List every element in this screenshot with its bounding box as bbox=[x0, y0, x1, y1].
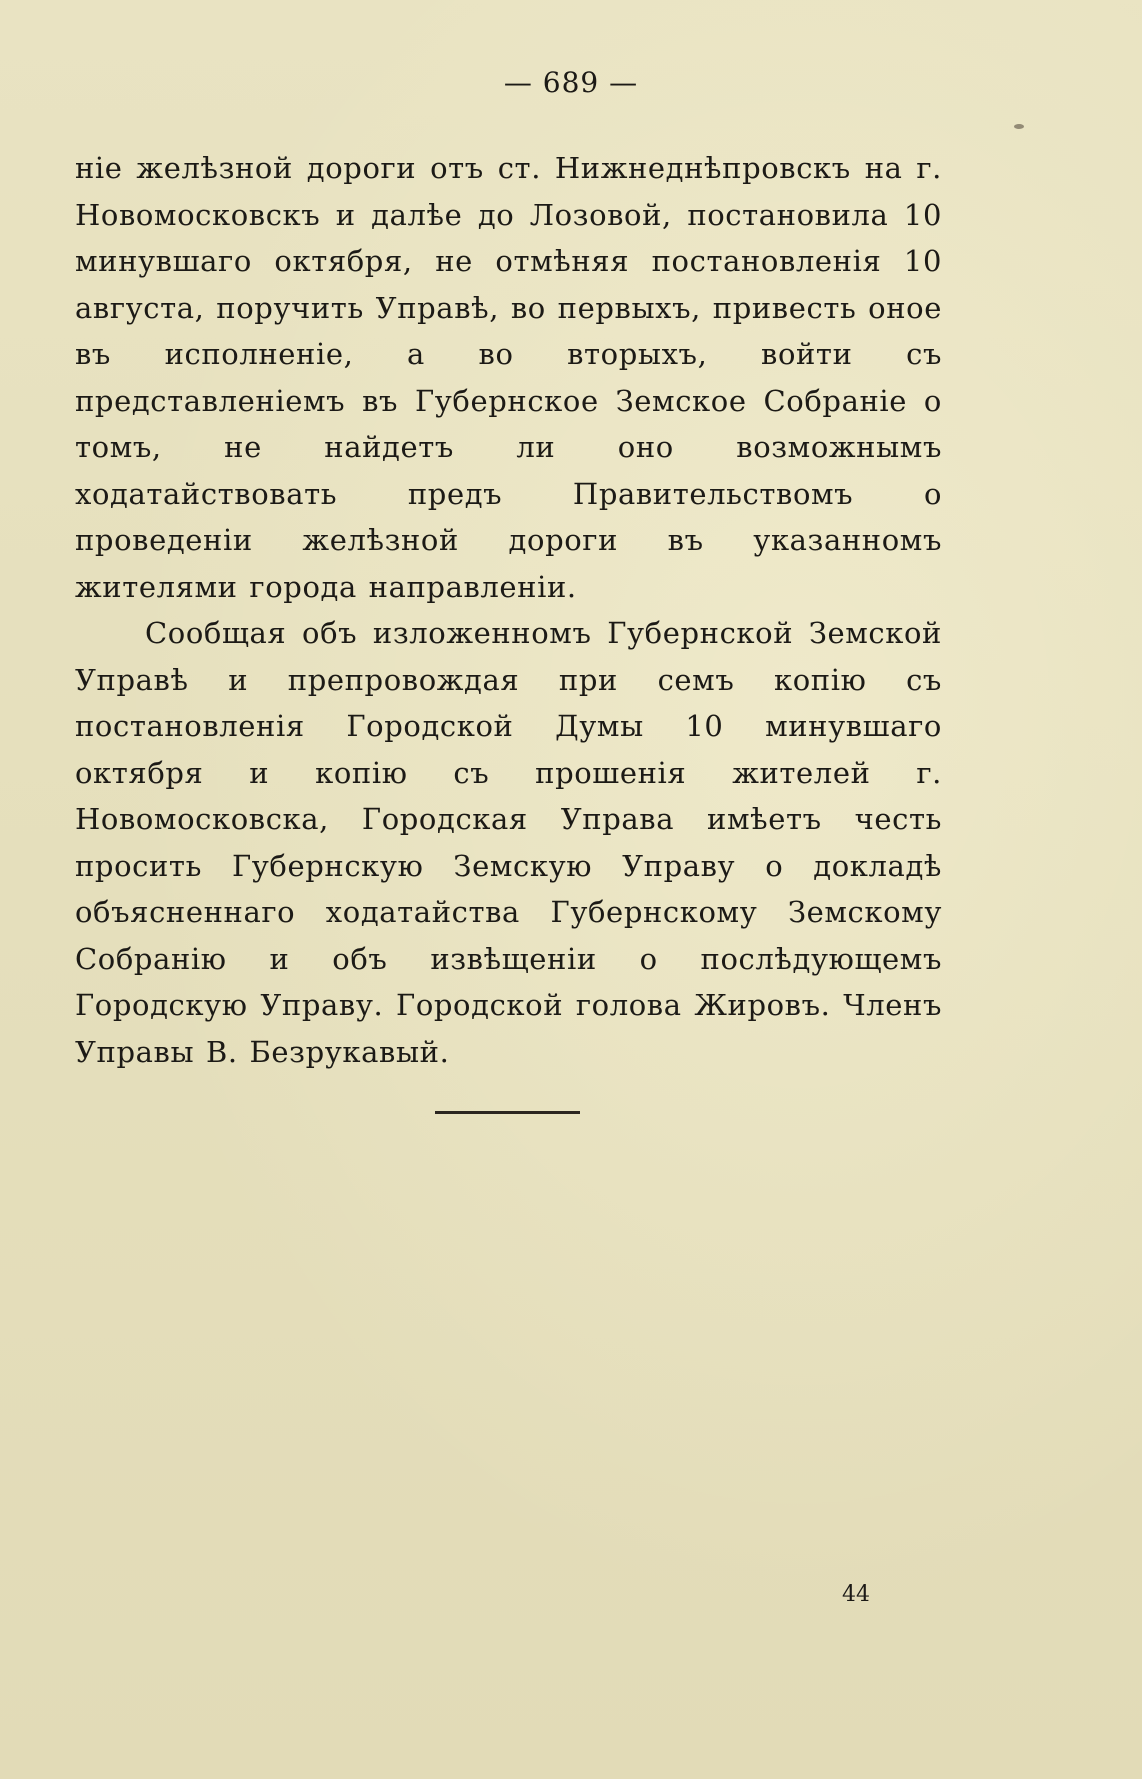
section-divider bbox=[435, 1111, 580, 1114]
printer-signature-mark: 44 bbox=[842, 1582, 870, 1607]
page-number: — 689 — bbox=[503, 66, 639, 99]
body-text bbox=[75, 145, 942, 1075]
paragraph-letter: Сообщая объ изложенномъ Губернской Земской Управѣ и препровождая при семъ копію съ постановленія Городской Думы 10 минувшаго октября и копію съ прошенія жителей г. Новомосковска, Городская Управа имѣетъ честь просить Губернскую Земскую Управу о докладѣ объясненнаго ходатайства Губернскому Земскому Собранію и объ извѣщеніи о послѣдующемъ Городскую Управу. Городской голова Жировъ. Членъ Управы В. Безрукавый. bbox=[75, 616, 942, 1069]
paper-speck bbox=[1014, 124, 1024, 129]
paragraph-continuation: ніе желѣзной дороги отъ ст. Нижнеднѣпровскъ на г. Новомосковскъ и далѣе до Лозовой, постановила 10 минувшаго октября, не отмѣняя постановленія 10 августа, поручить Управѣ, во первыхъ, привесть оное въ исполненіе, а во вторыхъ, войти съ представленіемъ въ Губернское Земское Собраніе о томъ, не найдетъ ли оно возможнымъ ходатайствовать предъ Правительствомъ о проведеніи желѣзной дороги въ указанномъ жителями города направленіи. bbox=[75, 151, 942, 604]
